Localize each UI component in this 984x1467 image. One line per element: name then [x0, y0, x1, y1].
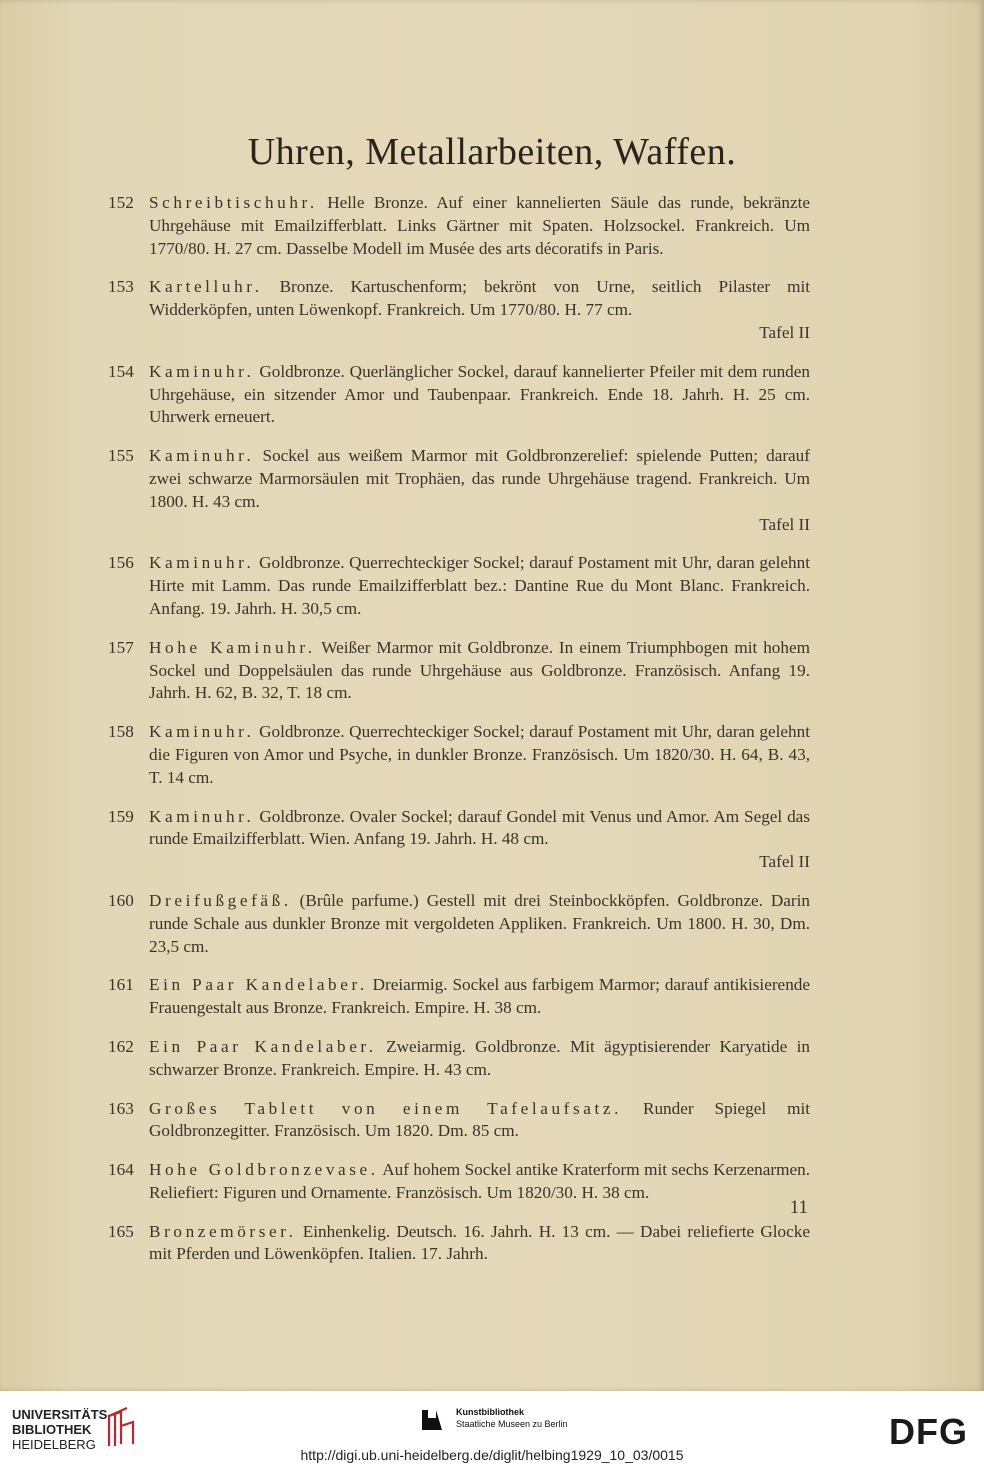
library-name-line-2: BIBLIOTHEK — [12, 1422, 92, 1437]
entry-description: Zweiarmig. Goldbronze. Mit ägyptisierender Karyatide in schwarzer Bronze. Frankreich. Empire. H. 43 cm. — [149, 1036, 811, 1079]
entry-number: 159 — [108, 806, 134, 826]
entry-name: Bronzemörser. — [149, 1221, 297, 1241]
entry-name: Schreibtischuhr. — [149, 193, 318, 212]
entry-body — [149, 276, 810, 344]
entry-description: Goldbronze. Querlänglicher Sockel, darauf kannelierter Pfeiler mit dem runden Uhrgehäuse, ein sitzender Amor und Taubenpaar. Frankreich. Ende 18. Jahrh. H. 25 cm. Uhrwerk erneuert. — [149, 361, 810, 427]
dfg-logo[interactable]: DFG — [889, 1411, 968, 1452]
catalog-entry — [108, 192, 810, 260]
entry-name: Hohe Goldbronzevase. — [149, 1160, 379, 1180]
catalog-entry — [108, 552, 810, 620]
kunstbibliothek-subtitle: Staatliche Museen zu Berlin — [456, 1419, 568, 1429]
entry-body — [149, 1036, 810, 1082]
entry-number: 156 — [108, 553, 134, 573]
entry-name: Kaminuhr. — [149, 722, 255, 742]
library-name-line-3: HEIDELBERG — [12, 1437, 96, 1452]
entry-number: 158 — [108, 722, 134, 742]
entry-name: Ein Paar Kandelaber. — [149, 975, 368, 995]
kunstbibliothek-name: Kunstbibliothek — [456, 1407, 524, 1417]
entry-description: Auf hohem Sockel antike Kraterform mit sechs Kerzenarmen. Reliefiert: Figuren und Ornamente. Französisch. Um 1820/30. H. 38 cm. — [149, 1160, 810, 1202]
entry-description: Einhenkelig. Deutsch. 16. Jahrh. H. 13 cm. — Dabei reliefierte Glocke mit Pferden und Löwenköpfen. Italien. 17. Jahrh. — [149, 1221, 811, 1264]
footer-bar — [0, 1391, 984, 1467]
heidelberg-library-logo[interactable] — [12, 1407, 112, 1452]
catalog-entry — [108, 1159, 810, 1205]
catalog-entry — [108, 276, 810, 344]
entry-body — [149, 552, 810, 620]
catalog-entry — [108, 890, 810, 958]
entry-body — [149, 445, 810, 536]
entry-body — [149, 361, 810, 429]
entry-description: Weißer Marmor mit Goldbronze. In einem Triumphbogen mit hohem Sockel und Doppelsäulen das runde Uhrgehäuse aus Goldbronze. Französisch. Anfang 19. Jahrh. H. 62, B. 32, T. 18 cm. — [149, 637, 810, 703]
entry-name: Großes Tablett von einem Tafelaufsatz. — [149, 1098, 622, 1118]
catalog-entry — [108, 1221, 810, 1267]
entry-description: (Brûle parfume.) Gestell mit drei Steinbockköpfen. Goldbronze. Darin runde Schale aus dunkler Bronze mit vergoldeten Appliken. Frankreich. Um 1800. H. 30, Dm. 23,5 cm. — [149, 890, 810, 956]
entry-body — [149, 637, 810, 705]
entry-number: 155 — [108, 446, 134, 466]
entry-description: Goldbronze. Querrechteckiger Sockel; darauf Postament mit Uhr, daran gelehnt Hirte mit Lamm. Das runde Emailzifferblatt bez.: Dantine Rue du Mont Blanc. Frankreich. Anfang. 19. Jahrh. H. 30,5 cm. — [149, 553, 810, 618]
page-title: Uhren, Metallarbeiten, Waffen. — [247, 131, 737, 173]
kunstbibliothek-emblem-icon — [420, 1408, 444, 1432]
catalog-entry — [108, 974, 810, 1020]
entry-name: Hohe Kaminuhr. — [149, 637, 316, 657]
entry-name: Kaminuhr. — [149, 361, 255, 381]
catalog-entry — [108, 721, 810, 789]
entry-body — [149, 1221, 810, 1267]
entry-name: Kaminuhr. — [149, 806, 255, 826]
entry-number: 165 — [108, 1221, 134, 1241]
entry-description: Bronze. Kartuschenform; bekrönt von Urne, seitlich Pilaster mit Widderköpfen, unten Löwenkopf. Frankreich. Um 1770/80. H. 77 cm. — [149, 277, 810, 320]
entry-name: Ein Paar Kandelaber. — [149, 1036, 377, 1056]
entry-name: Kartelluhr. — [149, 277, 263, 297]
catalog-entry — [108, 637, 810, 705]
entry-description: Runder Spiegel mit Goldbronzegitter. Französisch. Um 1820. Dm. 85 cm. — [149, 1098, 811, 1141]
entry-description: Sockel aus weißem Marmor mit Goldbronzerelief: spielende Putten; darauf zwei schwarze Marmorsäulen mit Trophäen, das runde Uhrgehäuse tragend. Frankreich. Um 1800. H. 43 cm. — [149, 446, 810, 511]
page-number: 11 — [789, 1197, 808, 1218]
entry-body — [149, 1098, 810, 1144]
entry-plate-reference: Tafel II — [759, 852, 810, 872]
entry-body — [149, 890, 810, 958]
entry-body — [149, 806, 810, 874]
entry-body — [149, 192, 810, 260]
entry-plate-reference: Tafel II — [759, 514, 810, 534]
permalink-url[interactable]: http://digi.ub.uni-heidelberg.de/diglit/helbing1929_10_03/0015 — [300, 1447, 684, 1463]
catalog-entry — [108, 806, 810, 874]
catalog-entry — [108, 445, 810, 536]
entry-number: 162 — [108, 1036, 134, 1056]
entry-number: 163 — [108, 1098, 134, 1118]
entry-description: Helle Bronze. Auf einer kannelierten Säule das runde, bekränzte Uhrgehäuse mit Emailzifferblatt. Links Gärtner mit Spaten. Holzsockel. Frankreich. Um 1770/80. H. 27 cm. Dasselbe Modell im Musée des arts décoratifs in Paris. — [149, 193, 810, 258]
entry-number: 152 — [108, 193, 134, 212]
catalog-entry — [108, 1036, 810, 1082]
entry-name: Kaminuhr. — [149, 446, 255, 466]
catalog-entries — [108, 192, 810, 1282]
catalog-entry — [108, 1098, 810, 1144]
entry-number: 161 — [108, 975, 134, 995]
entry-description: Goldbronze. Querrechteckiger Sockel; darauf Postament mit Uhr, daran gelehnt die Figuren von Amor und Psyche, in dunkler Bronze. Französisch. Um 1820/30. H. 64, B. 43, T. 14 cm. — [149, 722, 810, 787]
entry-name: Dreifußgefäß. — [149, 890, 292, 910]
library-name-line-1: UNIVERSITÄTS- — [12, 1407, 112, 1422]
entry-number: 160 — [108, 890, 134, 910]
entry-description: Goldbronze. Ovaler Sockel; darauf Gondel mit Venus und Amor. Am Segel das runde Emailzifferblatt. Wien. Anfang 19. Jahrh. H. 48 cm. — [149, 806, 810, 849]
heidelberg-emblem-icon — [103, 1404, 139, 1448]
entry-description: Dreiarmig. Sockel aus farbigem Marmor; darauf antikisierende Frauengestalt aus Bronze. Frankreich. Empire. H. 38 cm. — [149, 975, 811, 1018]
entry-number: 154 — [108, 361, 134, 381]
entry-body — [149, 974, 810, 1020]
entry-number: 164 — [108, 1160, 134, 1180]
kunstbibliothek-text — [456, 1406, 568, 1430]
entry-body — [149, 721, 810, 789]
entry-plate-reference: Tafel II — [759, 322, 810, 342]
entry-body — [149, 1159, 810, 1205]
entry-name: Kaminuhr. — [149, 553, 255, 573]
entry-number: 153 — [108, 277, 134, 297]
entry-number: 157 — [108, 637, 134, 657]
catalog-entry — [108, 361, 810, 429]
